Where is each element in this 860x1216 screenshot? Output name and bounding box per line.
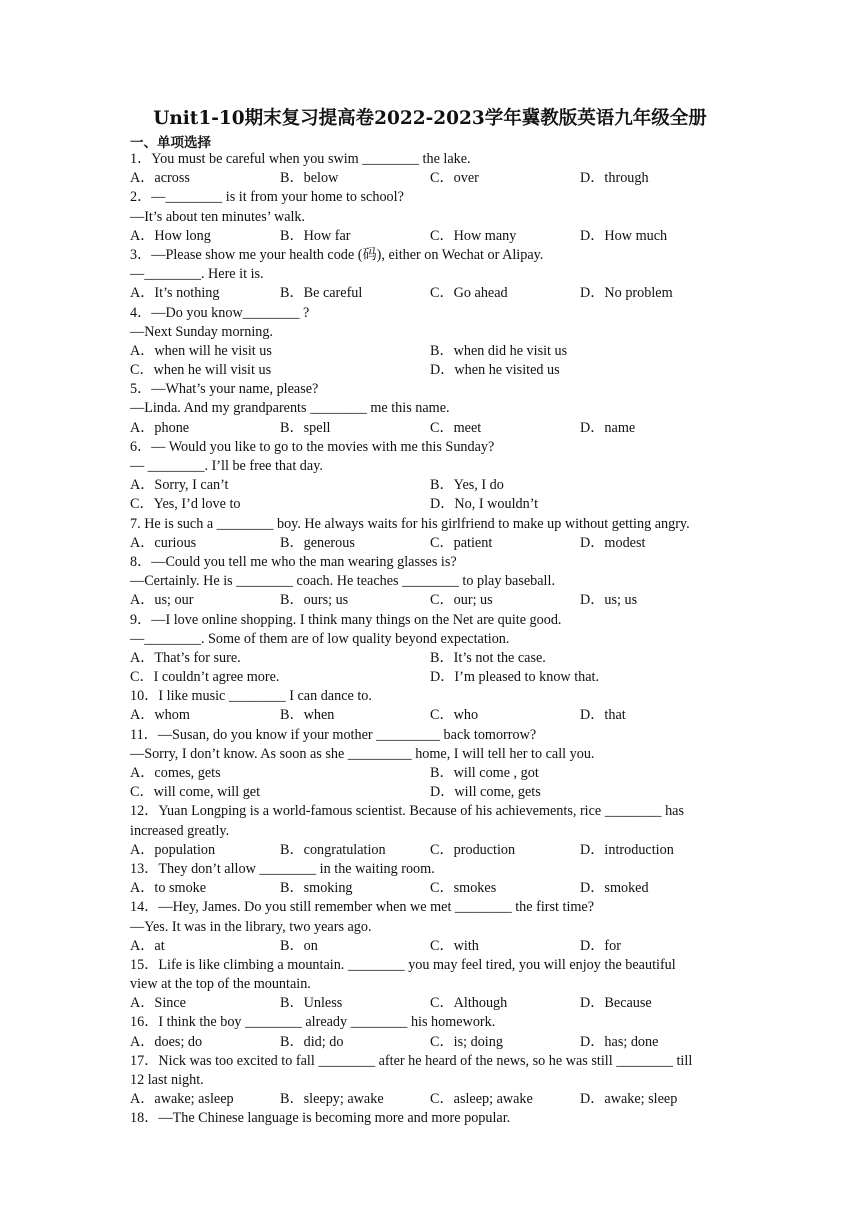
answer-option: B．Yes, I do [430, 477, 504, 494]
question-line: 12 last night. [130, 1072, 204, 1088]
options-row [130, 495, 736, 514]
answer-option: A．to smoke [130, 880, 207, 897]
question-line: view at the top of the mountain. [130, 976, 311, 993]
options-row [130, 534, 736, 553]
options-row [130, 1033, 736, 1052]
options-row [130, 764, 736, 783]
answer-option: A．us; our [130, 592, 194, 609]
question-item [130, 1109, 736, 1128]
question-stem: 1．You must be careful when you swim ________ the lake. [130, 151, 471, 167]
question-line: —Sorry, I don’t know. As soon as she _________ home, I will tell her to call you. [130, 745, 595, 762]
answer-option: B．spell [280, 419, 331, 436]
question-item [130, 1013, 736, 1051]
options-row [130, 841, 736, 860]
answer-option: C．when he will visit us [130, 362, 272, 379]
question-item [130, 515, 736, 553]
question-stem: 2．—________ is it from your home to school? [130, 189, 404, 206]
section-heading: 一、单项选择 [130, 135, 211, 151]
question-stem: 17．Nick was too excited to fall ________ after he heard of the news, so he was still ________ till [130, 1052, 693, 1069]
options-row [130, 419, 736, 438]
answer-option: C．who [430, 707, 479, 724]
answer-option: D．awake; sleep [580, 1091, 678, 1108]
question-stem: 8．—Could you tell me who the man wearing glasses is? [130, 553, 457, 570]
question-item [130, 802, 736, 860]
answer-option: A．Since [130, 995, 186, 1012]
answer-option: C．will come, will get [130, 784, 261, 801]
answer-option: B．when did he visit us [430, 342, 568, 359]
question-stem: 18．—The Chinese language is becoming more and more popular. [130, 1110, 511, 1127]
answer-option: A．phone [130, 419, 190, 436]
answer-option: D．has; done [580, 1033, 659, 1050]
options-row [130, 668, 736, 687]
options-row [130, 169, 736, 188]
question-line: —Certainly. He is ________ coach. He teaches ________ to play baseball. [130, 573, 555, 590]
answer-option: B．sleepy; awake [280, 1091, 384, 1108]
page-title: Unit1-10期末复习提高卷2022-2023学年冀教版英语九年级全册 [153, 108, 707, 129]
options-row [130, 1090, 736, 1109]
answer-option: D．No problem [580, 285, 673, 302]
question-item [130, 611, 736, 688]
answer-option: A．awake; asleep [130, 1091, 234, 1108]
question-stem: 3．—Please show me your health code (码), either on Wechat or Alipay. [130, 246, 544, 263]
answer-option: A．curious [130, 534, 197, 551]
answer-option: D．modest [580, 534, 646, 551]
answer-option: B．when [280, 707, 335, 724]
answer-option: D．I’m pleased to know that. [430, 669, 600, 686]
question-item [130, 438, 736, 515]
question-item [130, 1052, 736, 1110]
options-row [130, 706, 736, 725]
question-item [130, 726, 736, 803]
question-line: —________. Some of them are of low quality beyond expectation. [130, 630, 510, 647]
answer-option: B．ours; us [280, 592, 349, 609]
question-line: —Yes. It was in the library, two years ago. [130, 918, 372, 935]
answer-option: A．population [130, 841, 216, 858]
answer-option: D．will come, gets [430, 784, 541, 801]
question-stem: 12．Yuan Longping is a world-famous scientist. Because of his achievements, rice ________ has [130, 803, 684, 820]
options-row [130, 476, 736, 495]
options-row [130, 937, 736, 956]
answer-option: C．over [430, 170, 479, 187]
question-stem: 4．—Do you know________ ? [130, 304, 310, 321]
question-item [130, 860, 736, 898]
answer-option: B．below [280, 170, 339, 187]
question-list [130, 150, 736, 1129]
question-item [130, 898, 736, 956]
question-stem: 10．I like music ________ I can dance to. [130, 688, 372, 705]
question-item [130, 553, 736, 611]
question-line: —Linda. And my grandparents ________ me this name. [130, 400, 450, 417]
question-stem: 9．—I love online shopping. I think many things on the Net are quite good. [130, 611, 562, 628]
question-line: —________. Here it is. [130, 266, 264, 283]
answer-option: B．smoking [280, 880, 353, 897]
answer-option: C．Go ahead [430, 285, 508, 302]
question-item [130, 380, 736, 438]
answer-option: D．No, I wouldn’t [430, 496, 539, 513]
answer-option: D．for [580, 937, 621, 954]
question-line: — ________. I’ll be free that day. [130, 458, 323, 474]
question-item [130, 304, 736, 381]
question-stem: 6．— Would you like to go to the movies with me this Sunday? [130, 438, 495, 455]
question-stem: 11．—Susan, do you know if your mother _________ back tomorrow? [130, 726, 537, 743]
answer-option: C．with [430, 937, 479, 954]
answer-option: D．smoked [580, 880, 649, 897]
answer-option: A．at [130, 937, 165, 954]
answer-option: C．patient [430, 534, 493, 551]
options-row [130, 994, 736, 1013]
answer-option: B．congratulation [280, 841, 386, 858]
question-item [130, 246, 736, 304]
answer-option: A．across [130, 170, 190, 187]
answer-option: C．asleep; awake [430, 1091, 533, 1108]
answer-option: A．when will he visit us [130, 342, 272, 359]
answer-option: C．How many [430, 227, 517, 244]
question-stem: 14．—Hey, James. Do you still remember when we met ________ the first time? [130, 899, 595, 916]
options-row [130, 649, 736, 668]
question-line: —It’s about ten minutes’ walk. [130, 208, 306, 225]
answer-option: B．It’s not the case. [430, 649, 546, 666]
question-stem: 5．—What’s your name, please? [130, 381, 319, 398]
question-item [130, 956, 736, 1014]
answer-option: A．How long [130, 227, 211, 244]
answer-option: B．Be careful [280, 285, 363, 302]
answer-option: D．name [580, 419, 636, 436]
question-line: increased greatly. [130, 822, 230, 839]
options-row [130, 591, 736, 610]
question-stem: 13．They don’t allow ________ in the waiting room. [130, 860, 435, 877]
question-item [130, 687, 736, 725]
answer-option: D．that [580, 707, 626, 724]
question-line: —Next Sunday morning. [130, 323, 274, 340]
answer-option: C．Yes, I’d love to [130, 496, 241, 513]
question-stem: 15．Life is like climbing a mountain. ________ you may feel tired, you will enjoy the beautiful [130, 956, 676, 973]
answer-option: B．will come , got [430, 765, 539, 781]
answer-option: D．when he visited us [430, 362, 560, 379]
answer-option: D．Because [580, 995, 652, 1012]
answer-option: B．did; do [280, 1033, 344, 1050]
answer-option: C．I couldn’t agree more. [130, 669, 280, 686]
answer-option: D．through [580, 170, 649, 187]
answer-option: C．is; doing [430, 1033, 503, 1050]
answer-option: C．production [430, 841, 516, 858]
answer-option: C．meet [430, 419, 482, 436]
question-item [130, 150, 736, 188]
answer-option: B．Unless [280, 995, 343, 1012]
answer-option: A．whom [130, 707, 190, 724]
answer-option: C．smokes [430, 880, 497, 897]
question-stem: 16．I think the boy ________ already ________ his homework. [130, 1014, 496, 1031]
options-row [130, 342, 736, 361]
options-row [130, 227, 736, 246]
options-row [130, 284, 736, 303]
options-row [130, 879, 736, 898]
answer-option: D．us; us [580, 592, 638, 609]
answer-option: D．How much [580, 227, 668, 244]
answer-option: A．comes, gets [130, 765, 221, 781]
answer-option: A．does; do [130, 1033, 203, 1050]
answer-option: B．on [280, 937, 318, 954]
answer-option: B．How far [280, 227, 351, 244]
options-row [130, 361, 736, 380]
answer-option: B．generous [280, 534, 355, 551]
answer-option: A．It’s nothing [130, 285, 220, 302]
answer-option: D．introduction [580, 841, 674, 858]
answer-option: C．Although [430, 995, 508, 1012]
options-row [130, 783, 736, 802]
question-item [130, 188, 736, 246]
answer-option: A．Sorry, I can’t [130, 477, 229, 494]
question-stem: 7. He is such a ________ boy. He always waits for his girlfriend to make up without getting angry. [130, 515, 690, 532]
answer-option: A．That’s for sure. [130, 649, 241, 666]
answer-option: C．our; us [430, 592, 493, 609]
